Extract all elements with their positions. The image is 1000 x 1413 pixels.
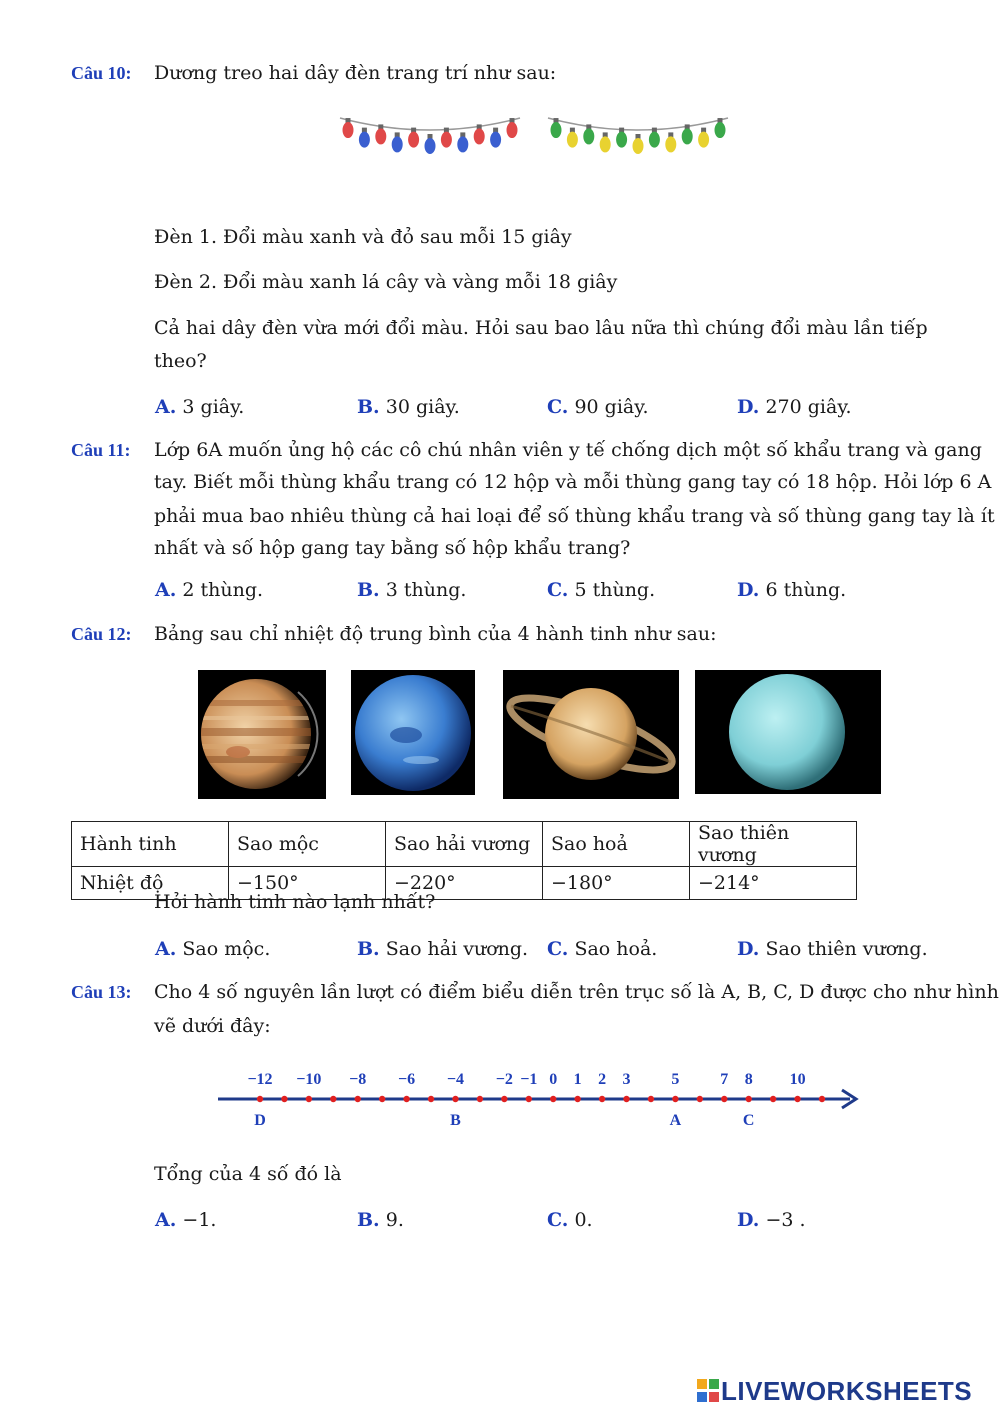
q13-label: Câu 13:: [71, 982, 132, 1002]
table-cell: Sao thiên vương: [690, 822, 857, 867]
tick-dot: [819, 1096, 825, 1102]
bulb: [457, 136, 468, 152]
q10-line3a: Cả hai dây đèn vừa mới đổi màu. Hỏi sau bao lâu nữa thì chúng đổi màu lần tiếp: [154, 317, 928, 339]
bulb: [682, 128, 693, 144]
tick-dot: [526, 1096, 532, 1102]
point-label-a: A: [669, 1112, 682, 1129]
option-text: 6 thùng.: [765, 579, 847, 601]
q10-option-b[interactable]: [357, 396, 460, 418]
tick-label: 10: [789, 1071, 806, 1088]
option-text: 2 thùng.: [182, 579, 264, 601]
option-text: 3 giây.: [182, 396, 245, 418]
tick-dot: [794, 1096, 800, 1102]
tick-dot: [257, 1096, 263, 1102]
table-cell: Nhiệt độ: [72, 867, 229, 900]
point-label-b: B: [450, 1112, 461, 1129]
option-text: 90 giây.: [574, 396, 649, 418]
bulb: [375, 128, 386, 144]
tick-dot: [697, 1096, 703, 1102]
q12-option-d[interactable]: [737, 938, 928, 960]
wire: [548, 118, 728, 130]
option-text: Sao hoả.: [574, 938, 658, 960]
tick-dot: [501, 1096, 507, 1102]
light-strings-image: [336, 100, 736, 170]
option-letter: C.: [547, 396, 569, 418]
number-line: [210, 1062, 870, 1137]
option-letter: C.: [547, 938, 569, 960]
table-cell: Hành tinh: [72, 822, 229, 867]
option-letter: A.: [155, 396, 177, 418]
bulb: [715, 122, 726, 138]
table-cell: −150°: [229, 867, 386, 900]
option-letter: A.: [155, 579, 177, 601]
tick-dot: [550, 1096, 556, 1102]
q12-label: Câu 12:: [71, 624, 132, 644]
q13-option-c[interactable]: [547, 1209, 593, 1231]
tick-dot: [452, 1096, 458, 1102]
option-letter: D.: [737, 396, 760, 418]
q12-option-a[interactable]: [155, 938, 270, 960]
q11-option-d[interactable]: [737, 579, 846, 601]
light-string-2: [548, 118, 728, 154]
bulb: [551, 122, 562, 138]
tick-dot: [355, 1096, 361, 1102]
tick-label: −4: [446, 1071, 465, 1088]
tick-dot: [721, 1096, 727, 1102]
q10-line3b: theo?: [154, 350, 207, 372]
option-text: 3 thùng.: [385, 579, 467, 601]
option-text: 30 giây.: [385, 396, 460, 418]
q11-line1: Lớp 6A muốn ủng hộ các cô chú nhân viên y tế chống dịch một số khẩu trang và gang: [154, 439, 982, 461]
bulb: [474, 128, 485, 144]
jupiter-image: [198, 670, 326, 799]
q10-option-a[interactable]: [155, 396, 244, 418]
table-cell: −220°: [386, 867, 543, 900]
q11-line3: phải mua bao nhiêu thùng cả hai loại để số thùng khẩu trang và số thùng gang tay là ít: [154, 505, 995, 527]
q13-line1: Cho 4 số nguyên lần lượt có điểm biểu diễn trên trục số là A, B, C, D được cho như hình: [154, 981, 999, 1003]
bulb: [698, 132, 709, 148]
tick-dot: [574, 1096, 580, 1102]
q11-option-a[interactable]: [155, 579, 263, 601]
tick-dot: [745, 1096, 751, 1102]
q13-sum-text: Tổng của 4 số đó là: [154, 1163, 342, 1185]
tick-dot: [281, 1096, 287, 1102]
q10-option-c[interactable]: [547, 396, 649, 418]
bulb: [507, 122, 518, 138]
option-letter: A.: [155, 1209, 177, 1231]
tick-label: −12: [247, 1071, 273, 1088]
q11-option-c[interactable]: [547, 579, 655, 601]
bulb: [490, 132, 501, 148]
tick-dot: [648, 1096, 654, 1102]
bulb: [567, 132, 578, 148]
tick-label: −10: [296, 1071, 322, 1088]
q10-option-d[interactable]: [737, 396, 852, 418]
option-letter: D.: [737, 938, 760, 960]
liveworksheets-logo-icon: [697, 1379, 721, 1405]
tick-dot: [330, 1096, 336, 1102]
q12-option-c[interactable]: [547, 938, 657, 960]
option-text: 270 giây.: [765, 396, 852, 418]
tick-label: −8: [349, 1071, 367, 1088]
option-letter: D.: [737, 579, 760, 601]
tick-dot: [623, 1096, 629, 1102]
option-text: −3 .: [765, 1209, 806, 1231]
q10-label: Câu 10:: [71, 63, 132, 83]
q13-line2: vẽ dưới đây:: [154, 1015, 271, 1037]
q11-label: Câu 11:: [71, 440, 131, 460]
saturn-image: [503, 670, 679, 799]
tick-label: −6: [398, 1071, 416, 1088]
tick-dot: [306, 1096, 312, 1102]
tick-dot: [403, 1096, 409, 1102]
option-text: Sao thiên vương.: [765, 938, 928, 960]
neptune-image: [351, 670, 475, 795]
bulb: [649, 132, 660, 148]
option-text: 5 thùng.: [574, 579, 656, 601]
tick-dot: [770, 1096, 776, 1102]
bulb: [616, 132, 627, 148]
bulb: [583, 128, 594, 144]
bulb: [392, 136, 403, 152]
q12-question: Hỏi hành tinh nào lạnh nhất?: [154, 891, 436, 913]
q13-option-a[interactable]: [155, 1209, 216, 1231]
point-label-c: C: [742, 1112, 755, 1129]
option-text: Sao mộc.: [182, 938, 271, 960]
q11-line2: tay. Biết mỗi thùng khẩu trang có 12 hộp và mỗi thùng gang tay có 18 hộp. Hỏi lớp 6 A: [154, 471, 992, 493]
option-letter: B.: [357, 579, 380, 601]
q12-text: Bảng sau chỉ nhiệt độ trung bình của 4 hành tinh như sau:: [154, 623, 717, 645]
tick-label: 1: [573, 1071, 582, 1088]
tick-dot: [428, 1096, 434, 1102]
q13-option-d[interactable]: [737, 1209, 806, 1231]
table-cell: −214°: [690, 867, 857, 900]
table-cell: Sao hải vương: [386, 822, 543, 867]
q11-option-b[interactable]: [357, 579, 466, 601]
q10-line1: Đèn 1. Đổi màu xanh và đỏ sau mỗi 15 giây: [154, 226, 572, 248]
tick-label: −2: [495, 1071, 513, 1088]
tick-label: 7: [720, 1071, 729, 1088]
tick-label: 5: [671, 1071, 680, 1088]
tick-label: −1: [520, 1071, 538, 1088]
brand-name: LIVEWORKSHEETS: [721, 1376, 973, 1406]
table-cell: Sao mộc: [229, 822, 386, 867]
bulb: [425, 138, 436, 154]
q13-option-b[interactable]: [357, 1209, 404, 1231]
option-text: 9.: [385, 1209, 404, 1231]
liveworksheets-logo: [697, 1376, 972, 1407]
tick-label: 8: [744, 1071, 753, 1088]
option-text: 0.: [574, 1209, 593, 1231]
table-cell: −180°: [543, 867, 690, 900]
q11-line4: nhất và số hộp gang tay bằng số hộp khẩu trang?: [154, 537, 631, 559]
bulb: [665, 136, 676, 152]
option-letter: B.: [357, 1209, 380, 1231]
bulb: [408, 132, 419, 148]
option-letter: C.: [547, 579, 569, 601]
q12-option-b[interactable]: [357, 938, 528, 960]
tick-dot: [672, 1096, 678, 1102]
bulb: [633, 138, 644, 154]
bulb: [600, 136, 611, 152]
option-letter: C.: [547, 1209, 569, 1231]
point-label-d: D: [254, 1112, 266, 1129]
tick-dot: [379, 1096, 385, 1102]
tick-label: 2: [598, 1071, 607, 1088]
bulb: [359, 132, 370, 148]
light-string-1: [340, 118, 520, 154]
tick-dot: [599, 1096, 605, 1102]
option-letter: A.: [155, 938, 177, 960]
table-cell: Sao hoả: [543, 822, 690, 867]
option-letter: B.: [357, 938, 380, 960]
bulb: [441, 132, 452, 148]
q10-line2: Đèn 2. Đổi màu xanh lá cây và vàng mỗi 18 giây: [154, 271, 618, 293]
bulb: [343, 122, 354, 138]
table-row: [72, 822, 857, 867]
tick-dot: [477, 1096, 483, 1102]
tick-label: 3: [622, 1071, 631, 1088]
option-text: Sao hải vương.: [385, 938, 529, 960]
option-text: −1.: [182, 1209, 217, 1231]
uranus-image: [695, 670, 881, 794]
option-letter: D.: [737, 1209, 760, 1231]
q10-text: Dương treo hai dây đèn trang trí như sau:: [154, 62, 557, 84]
wire: [340, 118, 520, 130]
option-letter: B.: [357, 396, 380, 418]
tick-label: 0: [549, 1071, 558, 1088]
